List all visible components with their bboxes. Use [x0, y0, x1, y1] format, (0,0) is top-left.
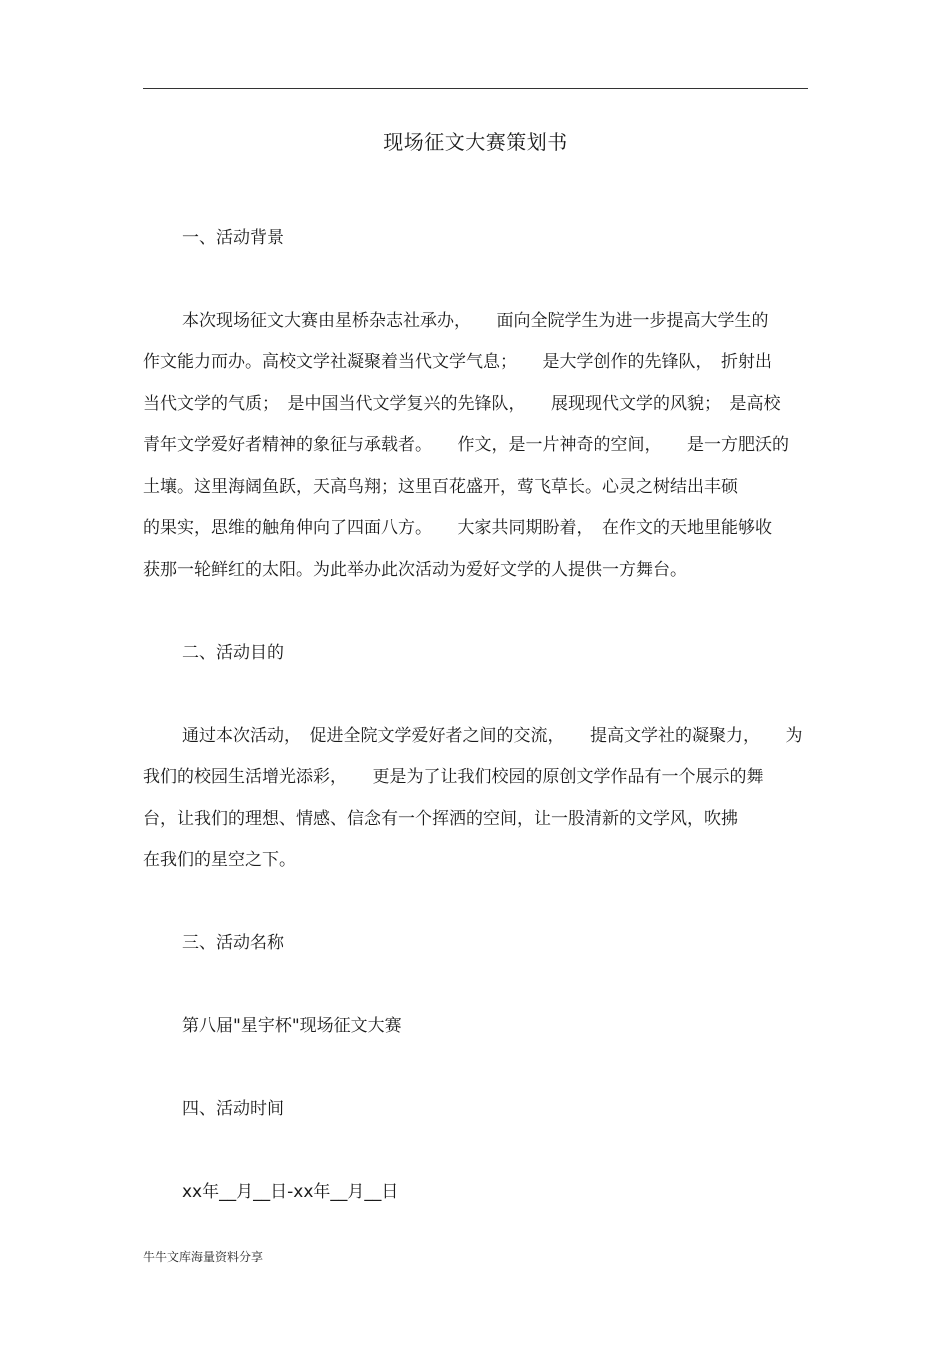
header-rule — [143, 88, 808, 89]
event-time: xx年__月__日-xx年__月__日 — [182, 1182, 399, 1202]
paragraph-line: 土壤。这里海阔鱼跃，天高鸟翔；这里百花盛开，莺飞草长。心灵之树结出丰硕 — [143, 477, 738, 497]
event-name: 第八届"星宇杯"现场征文大赛 — [182, 1016, 402, 1036]
section-heading-purpose: 二、活动目的 — [182, 643, 284, 663]
paragraph-line: 台，让我们的理想、情感、信念有一个挥洒的空间，让一股清新的文学风，吹拂 — [143, 809, 738, 829]
section-heading-name: 三、活动名称 — [182, 933, 284, 953]
footer-text: 牛牛文库海量资料分享 — [143, 1250, 264, 1264]
paragraph-line: 本次现场征文大赛由星桥杂志社承办， 面向全院学生为进一步提高大学生的 — [182, 311, 769, 331]
paragraph-line: 当代文学的气质； 是中国当代文学复兴的先锋队， 展现现代文学的风貌； 是高校 — [143, 394, 781, 414]
paragraph-line: 获那一轮鲜红的太阳。为此举办此次活动为爱好文学的人提供一方舞台。 — [143, 560, 687, 580]
paragraph-line: 作文能力而办。高校文学社凝聚着当代文学气息； 是大学创作的先锋队， 折射出 — [143, 352, 772, 372]
document-title: 现场征文大赛策划书 — [383, 130, 568, 154]
paragraph-line: 青年文学爱好者精神的象征与承载者。 作文，是一片神奇的空间， 是一方肥沃的 — [143, 435, 789, 455]
paragraph-line: 的果实，思维的触角伸向了四面八方。 大家共同期盼着， 在作文的天地里能够收 — [143, 518, 772, 538]
paragraph-line: 在我们的星空之下。 — [143, 850, 296, 870]
paragraph-line: 通过本次活动， 促进全院文学爱好者之间的交流， 提高文学社的凝聚力， 为 — [182, 726, 803, 746]
section-heading-background: 一、活动背景 — [182, 228, 284, 248]
paragraph-line: 我们的校园生活增光添彩， 更是为了让我们校园的原创文学作品有一个展示的舞 — [143, 767, 764, 787]
section-heading-time: 四、活动时间 — [182, 1099, 284, 1119]
